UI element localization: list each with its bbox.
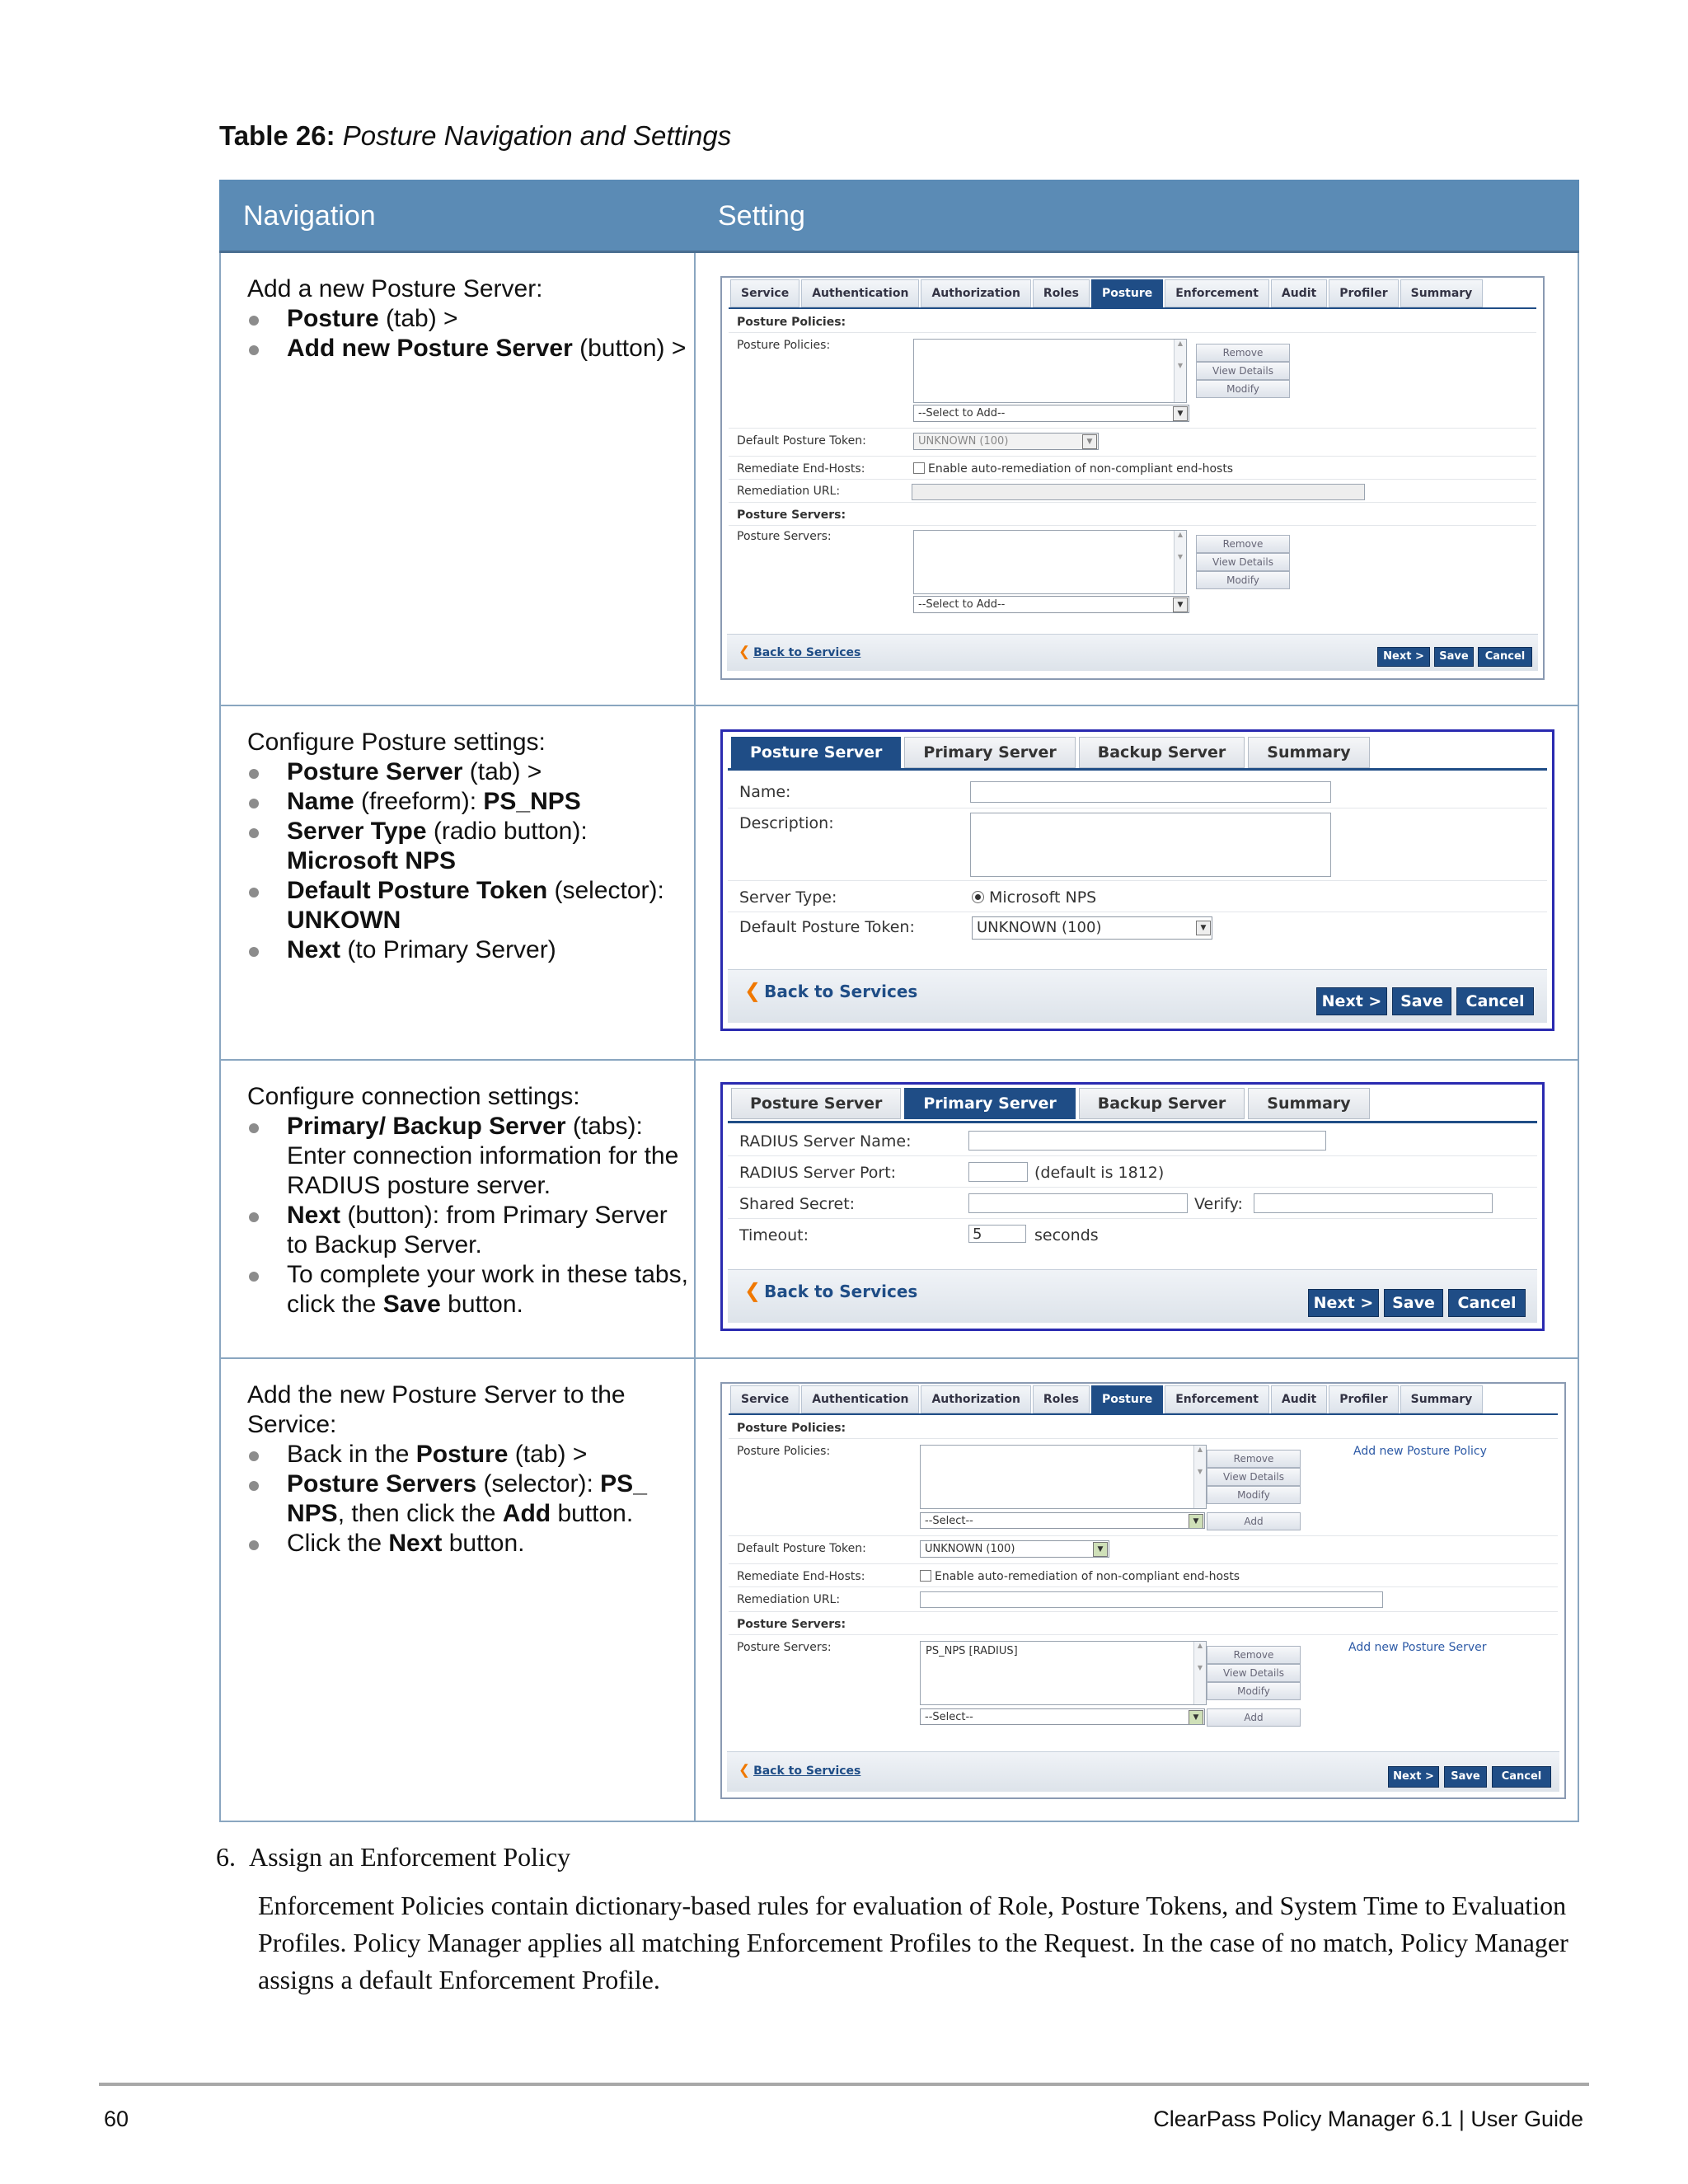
- service-tabs: [730, 1385, 1484, 1413]
- step-number: 6.: [216, 1842, 236, 1872]
- page-number: 60: [104, 2107, 129, 2131]
- nav-text: (to Primary Server): [340, 935, 556, 963]
- server-entry[interactable]: PS_NPS [RADIUS]: [926, 1644, 1018, 1657]
- nav-cell-3: [221, 1061, 694, 1319]
- view-details-button[interactable]: View Details: [1207, 1664, 1301, 1682]
- ui-term: Next: [287, 935, 341, 963]
- nav-steps: [247, 1112, 694, 1319]
- chevron-down-icon: ▼: [1082, 434, 1097, 449]
- token-label: Default Posture Token:: [739, 917, 915, 936]
- nav-step: [247, 1201, 694, 1260]
- nav-text: (selector):: [476, 1469, 601, 1497]
- tab-service[interactable]: Service: [730, 1385, 799, 1413]
- server-type-radio[interactable]: [972, 891, 984, 903]
- posture-policy-select[interactable]: [913, 405, 1189, 422]
- screenshot-posture-server-tab: [720, 729, 1554, 1031]
- radius-port-input[interactable]: [968, 1162, 1028, 1182]
- nav-text: (freeform):: [354, 787, 484, 815]
- nav-text: button.: [440, 1290, 523, 1318]
- nav-text: (button) >: [572, 335, 687, 362]
- save-button[interactable]: Save: [1384, 1289, 1443, 1317]
- back-to-services-link[interactable]: [738, 643, 860, 659]
- add-server-button[interactable]: Add: [1207, 1708, 1301, 1727]
- select-value: --Select to Add--: [918, 598, 1006, 611]
- section-posture-servers: Posture Servers:: [737, 509, 846, 522]
- ui-term: Add new Posture Server: [287, 335, 573, 362]
- tab-service[interactable]: Service: [730, 279, 799, 307]
- tab-backup-server[interactable]: Backup Server: [1079, 737, 1245, 768]
- section-posture-servers: Posture Servers:: [737, 1617, 846, 1631]
- remediation-url-label: Remediation URL:: [737, 1592, 841, 1606]
- nav-text: button.: [442, 1529, 525, 1557]
- radius-port-label: RADIUS Server Port:: [739, 1163, 897, 1182]
- tab-roles[interactable]: Roles: [1033, 1385, 1090, 1413]
- verify-input[interactable]: [1254, 1193, 1493, 1213]
- remediation-url-label: Remediation URL:: [737, 485, 841, 498]
- back-label: Back to Services: [764, 981, 918, 1001]
- chevron-down-icon: ▼: [1189, 1514, 1203, 1529]
- default-token-label: Default Posture Token:: [737, 434, 866, 448]
- tab-authorization[interactable]: Authorization: [921, 1385, 1030, 1413]
- timeout-unit: seconds: [1034, 1226, 1099, 1244]
- save-button[interactable]: Save: [1444, 1766, 1487, 1788]
- tab-posture-server[interactable]: Posture Server: [731, 1088, 901, 1119]
- chevron-down-icon: ▼: [1093, 1542, 1108, 1557]
- tab-profiler[interactable]: Profiler: [1329, 1385, 1398, 1413]
- nav-text: (selector):: [547, 876, 664, 904]
- nav-step: [247, 817, 694, 876]
- tab-posture-server[interactable]: Posture Server: [731, 737, 901, 768]
- select-value: --Select--: [925, 1514, 973, 1527]
- nav-steps: [247, 1440, 694, 1558]
- back-label: Back to Services: [753, 646, 861, 659]
- server-type-label: Server Type:: [739, 888, 837, 907]
- posture-policy-select[interactable]: [920, 1512, 1205, 1529]
- posture-server-tabs: [731, 737, 1373, 765]
- nav-text: Back in the: [287, 1440, 416, 1468]
- add-new-posture-policy-link[interactable]: Add new Posture Policy: [1353, 1444, 1487, 1458]
- save-button[interactable]: Save: [1434, 647, 1474, 667]
- remediate-text: Enable auto-remediation of non-compliant end-hosts: [935, 1569, 1240, 1583]
- header-setting: Setting: [695, 180, 1578, 252]
- select-value: --Select--: [925, 1710, 973, 1723]
- nav-intro: Add a new Posture Server:: [247, 275, 543, 302]
- nav-step: [247, 1440, 694, 1469]
- service-tabs: [730, 279, 1484, 307]
- select-value: UNKNOWN (100): [918, 435, 1009, 448]
- nav-step: [247, 334, 694, 363]
- name-label: Name:: [739, 782, 791, 801]
- chevron-left-icon: ❮: [744, 978, 762, 1002]
- tab-summary[interactable]: Summary: [1248, 1088, 1369, 1119]
- default-token-select[interactable]: [920, 1540, 1109, 1558]
- nav-text: Click the: [287, 1529, 389, 1557]
- default-token-label: Default Posture Token:: [737, 1541, 866, 1555]
- token-select[interactable]: [972, 916, 1212, 940]
- timeout-label: Timeout:: [739, 1226, 809, 1244]
- remove-button[interactable]: Remove: [1196, 535, 1290, 553]
- tab-summary[interactable]: Summary: [1400, 1385, 1484, 1413]
- ui-term: Posture Servers: [287, 1469, 477, 1497]
- posture-server-select[interactable]: [913, 596, 1189, 613]
- nav-text: To complete your work in these tabs, click the: [287, 1260, 688, 1318]
- description-textarea[interactable]: [970, 813, 1331, 877]
- cancel-button[interactable]: Cancel: [1492, 1766, 1551, 1788]
- next-button[interactable]: Next >: [1377, 647, 1430, 667]
- guide-title: ClearPass Policy Manager 6.1 | User Guide: [1153, 2107, 1583, 2131]
- modify-button[interactable]: Modify: [1207, 1486, 1301, 1504]
- tab-backup-server[interactable]: Backup Server: [1079, 1088, 1245, 1119]
- timeout-input[interactable]: 5: [968, 1225, 1026, 1243]
- chevron-left-icon: ❮: [738, 643, 751, 659]
- nav-cell-1: [221, 253, 694, 363]
- ui-term: PS_NPS: [483, 787, 581, 815]
- tab-primary-server[interactable]: Primary Server: [904, 1088, 1075, 1119]
- cancel-button[interactable]: Cancel: [1456, 987, 1534, 1015]
- tab-roles[interactable]: Roles: [1033, 279, 1090, 307]
- ui-term: UNKOWN: [287, 906, 401, 934]
- view-details-button[interactable]: View Details: [1207, 1468, 1301, 1486]
- chevron-down-icon: ▼: [1189, 1710, 1203, 1725]
- add-new-posture-server-link[interactable]: Add new Posture Server: [1348, 1640, 1487, 1654]
- screenshot-posture-tab-updated: [720, 1382, 1566, 1799]
- nav-step: [247, 757, 694, 787]
- nav-steps: [247, 304, 694, 363]
- next-button[interactable]: Next >: [1388, 1766, 1439, 1788]
- nav-cell-2: [221, 706, 694, 965]
- ui-term: PS_ NPS: [287, 1469, 647, 1527]
- screenshot-posture-tab: [720, 276, 1545, 680]
- nav-text: (radio button):: [426, 817, 588, 845]
- posture-policies-label: Posture Policies:: [737, 339, 831, 352]
- table-caption: [219, 120, 731, 152]
- posture-servers-list[interactable]: ▲ ▼: [913, 530, 1187, 594]
- primary-server-tabs: [731, 1088, 1373, 1116]
- server-type-value: Microsoft NPS: [989, 888, 1097, 907]
- tab-authentication[interactable]: Authentication: [801, 1385, 919, 1413]
- header-navigation: Navigation: [220, 180, 695, 252]
- add-policy-button[interactable]: Add: [1207, 1512, 1301, 1530]
- radius-name-input[interactable]: [968, 1131, 1326, 1151]
- nav-intro: Configure connection settings:: [247, 1082, 580, 1110]
- tab-primary-server[interactable]: Primary Server: [904, 737, 1075, 768]
- tab-summary[interactable]: Summary: [1400, 279, 1484, 307]
- chevron-left-icon: ❮: [744, 1278, 762, 1302]
- tab-enforcement[interactable]: Enforcement: [1165, 1385, 1269, 1413]
- section-posture-policies: Posture Policies:: [737, 316, 846, 329]
- nav-text: (button): from Primary Server to Backup Server.: [287, 1201, 668, 1258]
- cancel-button[interactable]: Cancel: [1478, 647, 1532, 667]
- name-input[interactable]: [970, 781, 1331, 803]
- chevron-down-icon: ▼: [1196, 921, 1211, 935]
- nav-text: button.: [551, 1499, 634, 1527]
- modify-button[interactable]: Modify: [1196, 380, 1290, 398]
- nav-step: [247, 1112, 694, 1201]
- section-posture-policies: Posture Policies:: [737, 1421, 846, 1435]
- posture-servers-label: Posture Servers:: [737, 530, 832, 543]
- nav-step: [247, 1260, 694, 1319]
- remediate-checkbox[interactable]: [920, 1570, 931, 1582]
- remediate-text: Enable auto-remediation of non-compliant end-hosts: [928, 462, 1234, 476]
- step-heading: [216, 1842, 570, 1872]
- select-value: UNKNOWN (100): [977, 918, 1102, 936]
- back-to-services-link[interactable]: [744, 979, 917, 1002]
- tab-authentication[interactable]: Authentication: [801, 279, 919, 307]
- description-label: Description:: [739, 813, 834, 832]
- select-value: --Select to Add--: [918, 407, 1006, 419]
- posture-policies-list[interactable]: ▲ ▼: [913, 339, 1187, 403]
- back-label: Back to Services: [764, 1281, 918, 1301]
- verify-label: Verify:: [1194, 1194, 1243, 1213]
- ui-term: Save: [382, 1290, 441, 1318]
- shared-secret-input[interactable]: [968, 1193, 1188, 1213]
- ui-term: Microsoft NPS: [287, 846, 457, 874]
- step-title: Assign an Enforcement Policy: [249, 1842, 571, 1872]
- port-hint: (default is 1812): [1034, 1163, 1165, 1182]
- nav-step: [247, 787, 694, 817]
- nav-text: (tabs): Enter connection information for the RADIUS posture server.: [287, 1112, 679, 1199]
- tab-enforcement[interactable]: Enforcement: [1165, 279, 1269, 307]
- remediation-url-input[interactable]: [920, 1591, 1383, 1608]
- nav-step: [247, 876, 694, 935]
- ui-term: Next: [388, 1529, 443, 1557]
- remediate-label: Remediate End-Hosts:: [737, 1569, 865, 1583]
- remove-button[interactable]: Remove: [1207, 1646, 1301, 1664]
- next-button[interactable]: Next >: [1308, 1289, 1379, 1317]
- back-label: Back to Services: [753, 1764, 861, 1778]
- ui-term: Next: [287, 1201, 341, 1229]
- remediate-label: Remediate End-Hosts:: [737, 462, 865, 476]
- ui-term: Add: [502, 1499, 551, 1527]
- shared-secret-label: Shared Secret:: [739, 1194, 856, 1213]
- nav-cell-4: [221, 1359, 694, 1558]
- view-details-button[interactable]: View Details: [1196, 553, 1290, 571]
- view-details-button[interactable]: View Details: [1196, 362, 1290, 380]
- ui-term: Server Type: [287, 817, 427, 845]
- posture-policies-list[interactable]: ▲ ▼: [920, 1445, 1207, 1509]
- radius-name-label: RADIUS Server Name:: [739, 1132, 912, 1151]
- nav-step: [247, 935, 694, 965]
- select-value: UNKNOWN (100): [925, 1542, 1015, 1555]
- remove-button[interactable]: Remove: [1196, 344, 1290, 362]
- body-paragraph: Enforcement Policies contain dictionary-based rules for evaluation of Role, Posture Tokens, and System Time to Evaluation Profiles. Policy Manager applies all matching Enforcement Profiles to the Request. In the case of no match, Policy Manager assigns a default Enforcement Profile.: [258, 1891, 1568, 1994]
- next-button[interactable]: Next >: [1316, 987, 1387, 1015]
- tab-posture[interactable]: Posture: [1091, 1385, 1163, 1413]
- save-button[interactable]: Save: [1392, 987, 1451, 1015]
- chevron-left-icon: ❮: [738, 1760, 751, 1778]
- remediation-url-input[interactable]: [912, 484, 1365, 500]
- back-to-services-link[interactable]: [738, 1761, 860, 1778]
- nav-intro: Configure Posture settings:: [247, 728, 546, 756]
- posture-policies-label: Posture Policies:: [737, 1444, 831, 1458]
- posture-server-select[interactable]: [920, 1708, 1205, 1725]
- modify-button[interactable]: Modify: [1207, 1682, 1301, 1700]
- ui-term: Primary/ Backup Server: [287, 1112, 566, 1140]
- default-token-select[interactable]: [913, 433, 1099, 450]
- nav-text: (tab) >: [462, 757, 542, 785]
- remediate-checkbox[interactable]: [913, 462, 925, 474]
- caption-label: Table 26:: [219, 120, 335, 151]
- nav-step: [247, 1469, 694, 1529]
- cancel-button[interactable]: Cancel: [1448, 1289, 1526, 1317]
- screenshot-primary-server-tab: [720, 1082, 1545, 1331]
- ui-term: Posture: [287, 305, 379, 332]
- ui-term: Posture Server: [287, 757, 463, 785]
- ui-term: Name: [287, 787, 354, 815]
- nav-step: [247, 1529, 694, 1558]
- nav-text: (tab) >: [378, 305, 458, 332]
- tab-audit[interactable]: Audit: [1271, 1385, 1327, 1413]
- footer-rule: [99, 2083, 1589, 2086]
- ui-term: Default Posture Token: [287, 876, 548, 904]
- posture-servers-label: Posture Servers:: [737, 1640, 832, 1654]
- posture-servers-list[interactable]: ▲ ▼ PS_NPS [RADIUS]: [920, 1641, 1207, 1705]
- posture-table: [219, 180, 1579, 1822]
- nav-intro: Add the new Posture Server to the Service:: [247, 1380, 626, 1438]
- tab-profiler[interactable]: Profiler: [1329, 279, 1398, 307]
- caption-title: Posture Navigation and Settings: [342, 120, 732, 151]
- back-to-services-link[interactable]: [744, 1279, 917, 1302]
- nav-steps: [247, 757, 694, 965]
- chevron-down-icon: ▼: [1173, 406, 1188, 421]
- nav-text: (tab) >: [508, 1440, 588, 1468]
- tab-audit[interactable]: Audit: [1271, 279, 1327, 307]
- tab-posture[interactable]: Posture: [1091, 279, 1163, 307]
- nav-step: [247, 304, 694, 334]
- tab-summary[interactable]: Summary: [1248, 737, 1369, 768]
- ui-term: Posture: [415, 1440, 509, 1468]
- remove-button[interactable]: Remove: [1207, 1450, 1301, 1468]
- modify-button[interactable]: Modify: [1196, 571, 1290, 589]
- nav-text: , then click the: [337, 1499, 503, 1527]
- chevron-down-icon: ▼: [1173, 598, 1188, 612]
- tab-authorization[interactable]: Authorization: [921, 279, 1030, 307]
